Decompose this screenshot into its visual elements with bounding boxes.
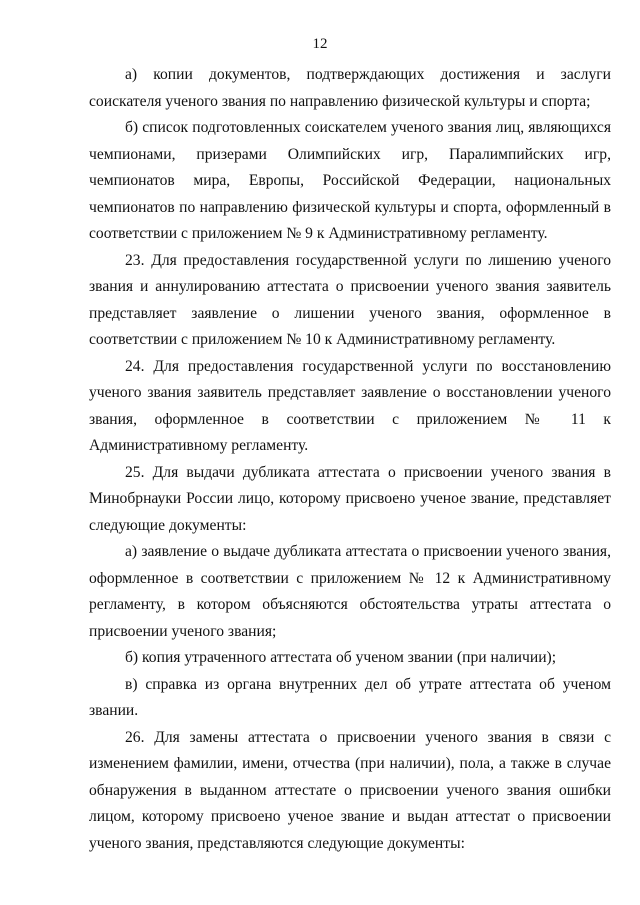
page-number: 12 [312, 36, 328, 52]
document-body [89, 62, 611, 857]
paragraph-23-deprivation: 23. Для предоставления государственной услуги по лишению ученого звания и аннулированию аттестата о присвоении ученого звания заявитель представляет заявление о лишении ученого звания, оформленное в соответствии с приложением № 10 к Административному регламенту. [89, 251, 611, 348]
paragraph-25-duplicate: 25. Для выдачи дубликата аттестата о присвоении ученого звания в Минобрнауки России лицо, которому присвоено ученое звание, представляет следующие документы: [89, 463, 611, 534]
paragraph-26-replacement: 26. Для замены аттестата о присвоении ученого звания в связи с изменением фамилии, имени, отчества (при наличии), пола, а также в случае обнаружения в выданном аттестате о присвоении ученого звания ошибки лицом, которому присвоено ученое звание и выдан аттестат о присвоении ученого звания, представляются следующие документы: [89, 728, 611, 852]
paragraph-police-certificate: в) справка из органа внутренних дел об утрате аттестата об ученом звании. [89, 675, 611, 719]
paragraph-24-restoration: 24. Для предоставления государственной услуги по восстановлению ученого звания заявитель представляет заявление о восстановлении ученого звания, оформленное в соответствии с приложением № 11 к Административному регламенту. [89, 357, 611, 454]
paragraph-lost-certificate-copy: б) копия утраченного аттестата об ученом звании (при наличии); [125, 649, 557, 666]
paragraph-champions-list: б) список подготовленных соискателем ученого звания лиц, являющихся чемпионами, призерами Олимпийских игр, Паралимпийских игр, чемпионатов мира, Европы, Российской Федерации, национальных чемпионатов по направлению физической культуры и спорта, оформленный в соответствии с приложением № 9 к Административному регламенту. [89, 119, 611, 242]
paragraph-docs-achievements: а) копии документов, подтверждающих достижения и заслуги соискателя ученого звания по направлению физической культуры и спорта; [89, 66, 611, 110]
paragraph-duplicate-application: а) заявление о выдаче дубликата аттестата о присвоении ученого звания, оформленное в соответствии с приложением № 12 к Административному регламенту, в котором объясняются обстоятельства утраты аттестата о присвоении ученого звания; [89, 543, 611, 640]
